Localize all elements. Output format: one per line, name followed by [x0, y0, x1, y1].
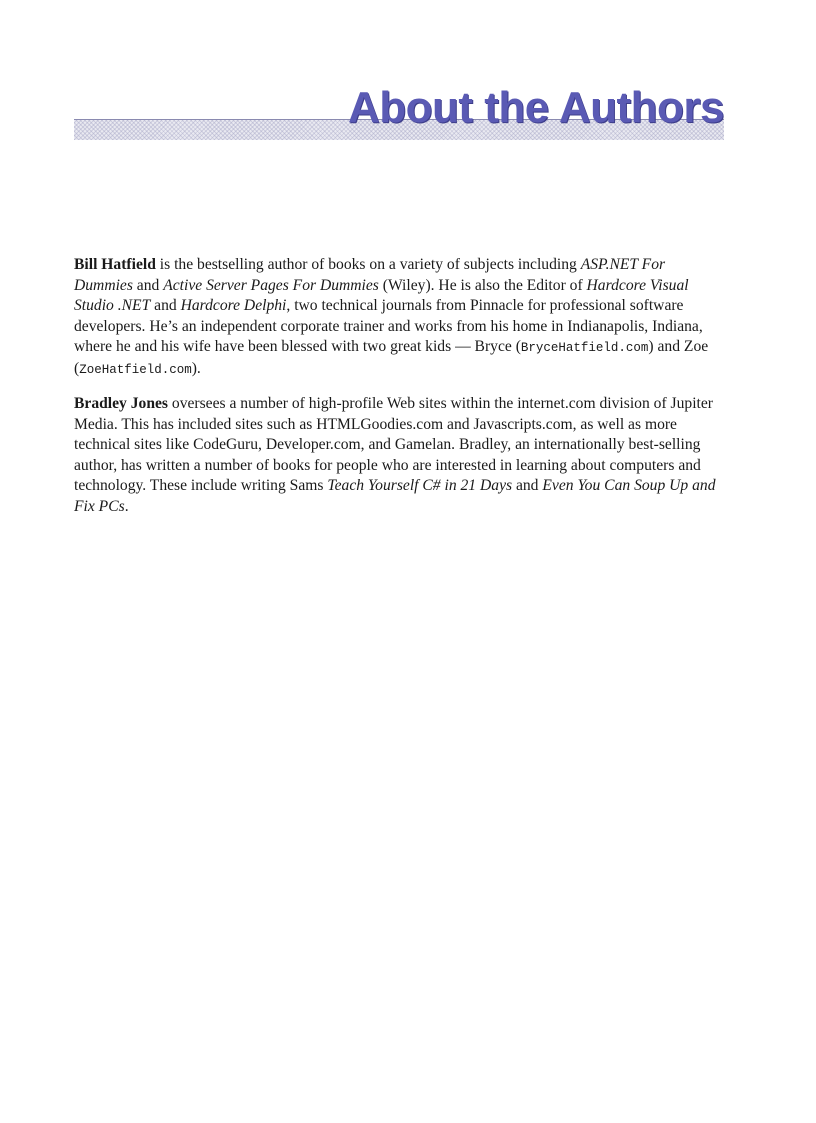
book-title: ASP.NET For Dummies — [74, 256, 666, 294]
website-url: BryceHatfield.com — [520, 341, 649, 355]
bio-text: , two technical journals from Pinnacle for professional software developers. He’s an independent corporate trainer and works from his home in Indianapolis, Indiana, where he and his wife have been blessed with two great kids — Bryce ( — [74, 297, 703, 355]
book-title: Even You Can Soup Up and Fix PCs — [74, 477, 716, 515]
page-title: About the Authors — [347, 83, 724, 132]
journal-title: Hardcore Delphi — [180, 297, 287, 314]
bio-text: ) and Zoe ( — [74, 338, 709, 377]
bio-bill-hatfield — [74, 255, 724, 380]
bio-text: and — [150, 297, 181, 314]
bio-section — [74, 255, 724, 531]
bio-text: is the bestselling author of books on a variety of subjects including — [155, 256, 581, 273]
bio-text: oversees a number of high-profile Web sites within the internet.com division of Jupiter Media. This has included sites such as HTMLGoodies.com and Javascripts.com, as well as more technical sites like CodeGuru, Developer.com, and Gamelan. Bradley, an internationally best-selling author, has written a number of books for people who are interested in learning about computers and technology. These include writing Sams — [74, 395, 713, 494]
bio-bradley-jones — [74, 394, 724, 517]
bio-text: (Wiley). He is also the Editor of — [378, 276, 587, 294]
book-title: Teach Yourself C# in 21 Days — [327, 477, 513, 494]
website-url: ZoeHatfield.com — [79, 362, 192, 377]
journal-title: Hardcore Visual Studio .NET — [74, 276, 689, 314]
author-name: Bill Hatfield — [74, 256, 156, 273]
bio-text: and — [512, 477, 543, 494]
book-title: Active Server Pages For Dummies — [163, 276, 379, 294]
author-name: Bradley Jones — [74, 395, 168, 412]
bio-text: . — [124, 497, 129, 515]
bio-text: and — [132, 276, 164, 294]
bio-text: ). — [191, 359, 201, 377]
